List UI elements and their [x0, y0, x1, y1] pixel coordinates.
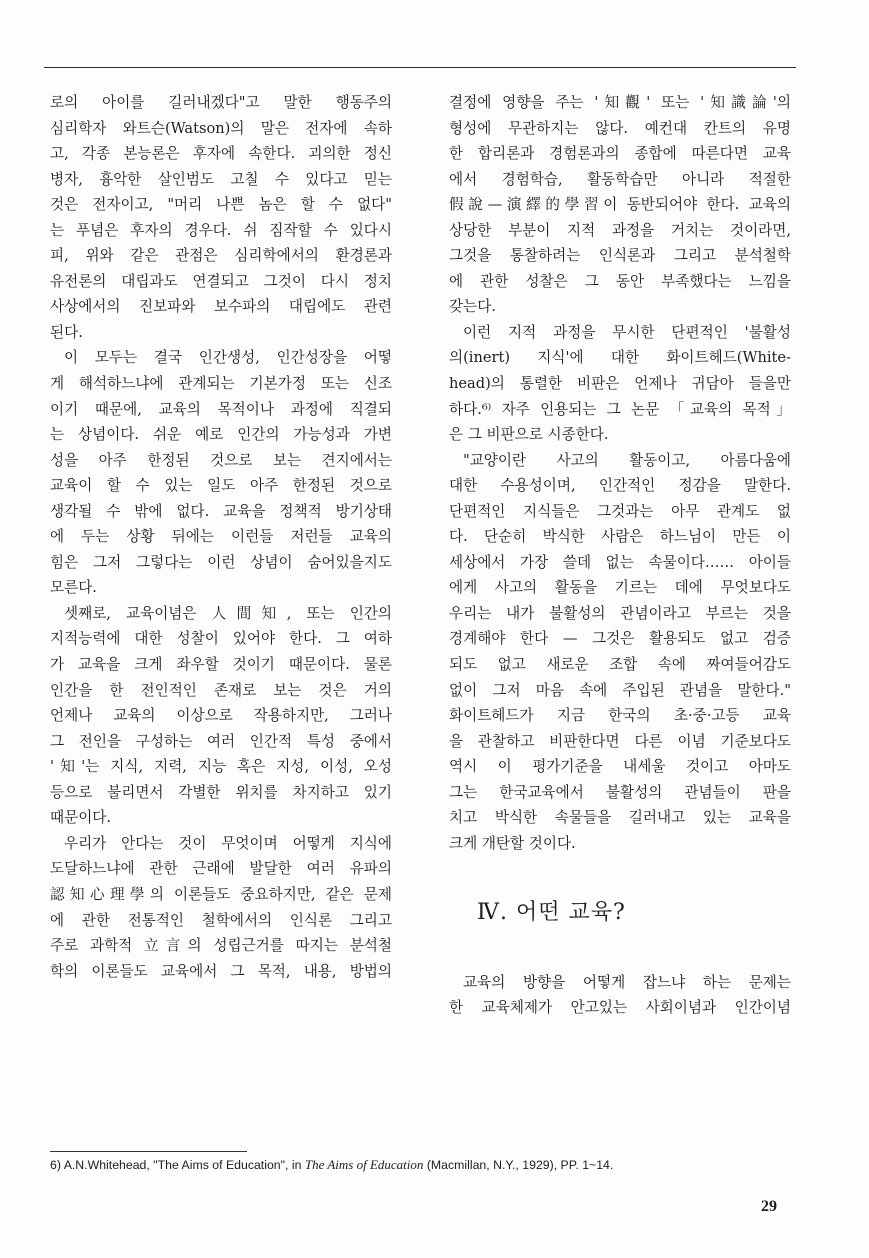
footnote-author: A.N.Whitehead, [63, 1158, 150, 1172]
footnote-number: 6) [50, 1158, 61, 1172]
quote-line: 되도 없고 새로운 조합 속에 짜여들어감도 [449, 656, 791, 674]
text-line: 언제나 교육의 이상으로 작용하지만, 그러나 [50, 707, 392, 725]
text-line: 인간을 한 전인적인 존재로 보는 것은 거의 [50, 681, 392, 699]
text-line: 우리가 안다는 것이 무엇이며 어떻게 지식에 [64, 834, 392, 852]
quote-line: 우리는 내가 불활성의 관념이라고 부르는 것을 [449, 604, 791, 622]
text-line: 된다. [50, 323, 83, 341]
text-line: 은 그 비판으로 시종한다. [449, 426, 609, 444]
quote-line: 대한 수용성이며, 인간적인 정감을 말한다. [449, 477, 791, 495]
footnote-book: The Aims of Education [304, 1157, 424, 1172]
text-line: 학의 이론들도 교육에서 그 목적, 내용, 방법의 [50, 962, 392, 980]
text-line: 가 교육을 크게 좌우할 것이기 때문이다. 물론 [50, 656, 392, 674]
text-line: 유전론의 대립과도 연결되고 그것이 다시 정치 [50, 272, 392, 290]
text-line: 에 관한 전통적인 철학에서의 인식론 그리고 [50, 911, 392, 929]
text-line: 역시 이 평가기준을 내세울 것이고 아마도 [449, 758, 791, 776]
text-line: 假說—演繹的學習이 동반되어야 한다. 교육의 [449, 196, 791, 214]
text-line: 생각될 수 밖에 없다. 교육을 정책적 방기상태 [50, 502, 392, 520]
text-line: 이 모두는 결국 인간생성, 인간성장을 어떻 [64, 349, 392, 367]
quote-line: 에게 사고의 활동을 기르는 데에 무엇보다도 [449, 579, 791, 597]
spacer [449, 856, 791, 882]
right-column [449, 90, 791, 1021]
footnote [50, 1156, 810, 1174]
text-line: 에서 경험학습, 활동학습만 아니라 적절한 [449, 170, 791, 188]
text-line: 이런 지적 과정을 무시한 단편적인 '불활성 [463, 323, 791, 341]
footnote-title: "The Aims of Education", [153, 1158, 289, 1172]
spacer [449, 944, 791, 970]
text-line: 병자, 흉악한 살인범도 고칠 수 있다고 믿는 [50, 170, 392, 188]
text-line: 사상에서의 진보파와 보수파의 대립에도 관련 [50, 298, 392, 316]
text-line: 그것을 통찰하려는 인식론과 그리고 분석철학 [449, 247, 791, 265]
text-line: 성을 아주 한정된 것으로 보는 견지에서는 [50, 451, 392, 469]
text-line: 의(inert) 지식'에 대한 화이트헤드(White- [449, 349, 791, 367]
text-line: 認知心理學의 이론들도 중요하지만, 같은 문제 [50, 885, 392, 903]
text-line: '知'는 지식, 지력, 지능 혹은 지성, 이성, 오성 [50, 758, 392, 776]
text-line: 갖는다. [449, 298, 496, 316]
text-line: 는 푸념은 후자의 경우다. 쉬 짐작할 수 있다시 [50, 221, 392, 239]
left-column [50, 90, 392, 984]
text-line: 등으로 불리면서 각별한 위치를 차지하고 있기 [50, 783, 392, 801]
quote-line: 다. 단순히 박식한 사람은 하느님이 만든 이 [449, 528, 791, 546]
text-line: 하다.⁶⁾ 자주 인용되는 그 논문 「교육의 목적」 [449, 400, 791, 418]
footnote-rule [50, 1151, 247, 1152]
text-line: 지적능력에 대한 성찰이 있어야 한다. 그 여하 [50, 630, 392, 648]
quote-line: 없이 그저 마음 속에 주입된 관념을 말한다." [449, 681, 791, 699]
text-line: 크게 개탄할 것이다. [449, 834, 576, 852]
text-line: 교육이 할 수 있는 일도 아주 한정된 것으로 [50, 477, 392, 495]
text-line: 모른다. [50, 579, 97, 597]
text-line: 로의 아이를 길러내겠다"고 말한 행동주의 [50, 94, 392, 111]
text-line: 는 상념이다. 쉬운 예로 인간의 가능성과 가변 [50, 426, 392, 444]
text-line: 때문이다. [50, 809, 112, 827]
text-line: 도달하느냐에 관한 근래에 발달한 여러 유파의 [50, 860, 392, 878]
text-line: 에 두는 상황 뒤에는 이런들 저런들 교육의 [50, 528, 392, 546]
text-line: 한 교육체제가 안고있는 사회이념과 인간이념 [449, 999, 791, 1017]
text-line: 힘은 그저 그렇다는 이런 상념이 숨어있을지도 [50, 553, 392, 571]
text-line: 그 전인을 구성하는 여러 인간적 특성 중에서 [50, 732, 392, 750]
page-number: 29 [761, 1198, 777, 1215]
text-line: 치고 박식한 속물들을 길러내고 있는 교육을 [449, 809, 791, 827]
header-rule [44, 67, 796, 68]
quote-line: 단편적인 지식들은 그것과는 아무 관계도 없 [449, 502, 791, 520]
text-line: 심리학자 와트슨(Watson)의 말은 전자에 속하 [50, 119, 392, 137]
text-line: 에 관한 성찰은 그 동안 부족했다는 느낌을 [449, 272, 791, 290]
text-line: 게 해석하느냐에 관계되는 기본가정 또는 신조 [50, 375, 392, 393]
text-line: 셋째로, 교육이념은 人間知, 또는 인간의 [64, 604, 392, 622]
text-line: 그는 한국교육에서 불활성의 관념들이 판을 [449, 783, 791, 801]
text-line: 고, 각종 본능론은 후자에 속한다. 괴의한 정신 [50, 145, 392, 163]
text-line: 교육의 방향을 어떻게 잡느냐 하는 문제는 [463, 973, 791, 991]
text-line: 피, 위와 같은 관점은 심리학에서의 환경론과 [50, 247, 392, 265]
text-line: 것은 전자이고, "머리 나쁜 놈은 할 수 없다" [50, 196, 392, 214]
quote-line: "교양이란 사고의 활동이고, 아름다움에 [463, 451, 791, 469]
text-line: 주로 과학적 立言의 성립근거를 따지는 분석철 [50, 937, 392, 955]
quote-line: 세상에서 가장 쓸데 없는 속물이다…… 아이들 [449, 553, 791, 571]
section-heading: Ⅳ. 어떤 교육? [477, 899, 626, 925]
text-line: 이기 때문에, 교육의 목적이나 과정에 직결되 [50, 400, 392, 418]
text-line: 한 합리론과 경험론과의 종합에 따른다면 교육 [449, 145, 791, 163]
text-line: 화이트헤드가 지금 한국의 초·중·고등 교육 [449, 707, 791, 725]
text-line: 상당한 부분이 지적 과정을 거치는 것이라면, [449, 221, 791, 239]
text-line: 형성에 무관하지는 않다. 예컨대 칸트의 유명 [449, 119, 791, 137]
text-line: 을 관찰하고 비판한다면 다른 이념 기준보다도 [449, 732, 791, 750]
quote-line: 경계해야 한다 — 그것은 활용되도 없고 검증 [449, 630, 791, 648]
footnote-in: in [291, 1158, 302, 1172]
text-line: head)의 통렬한 비판은 언제나 귀담아 들을만 [449, 375, 791, 393]
footnote-publication: (Macmillan, N.Y., 1929), PP. 1~14. [426, 1158, 614, 1172]
text-line: 결정에 영향을 주는 '知觀' 또는 '知識論'의 [449, 94, 791, 111]
